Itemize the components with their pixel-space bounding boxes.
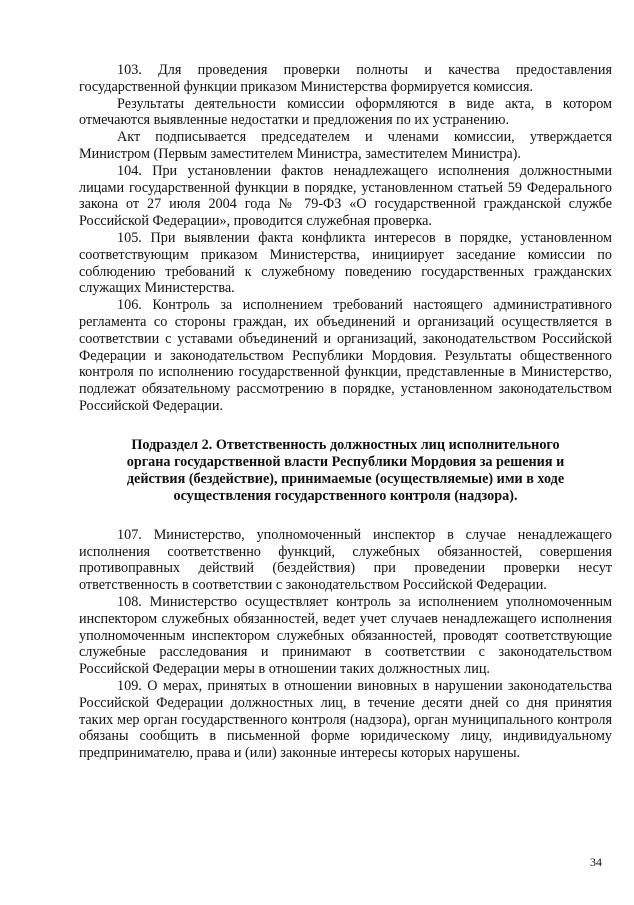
paragraph-104: 104. При установлении фактов ненадлежащего исполнения должностными лицами государственной функции в порядке, установленном статьей 59 Федерального закона от 27 июля 2004 года № 79-ФЗ «О государственной гражданской службе Российской Федерации», проводится служебная проверка. <box>79 162 612 230</box>
section-heading: Подраздел 2. Ответственность должностных лиц исполнительного органа государственной власти Республики Мордовия за решения и действия (бездействие), принимаемые (осуществляемые) ими в ходе осуществления государственного контроля (надзора). <box>126 436 565 504</box>
document-page <box>79 62 612 762</box>
paragraph-108: 108. Министерство осуществляет контроль за исполнением уполномоченным инспектором служебных обязанностей, ведет учет случаев ненадлежащего исполнения уполномоченным инспектором служебных обязанностей, проводят соответствующие служебные расследования и принимают в соответствии с законодательством Российской Федерации меры в отношении таких должностных лиц. <box>79 593 612 678</box>
page-number: 34 <box>590 855 602 869</box>
paragraph-103: 103. Для проведения проверки полноты и качества предоставления государственной функции приказом Министерства формируется комиссия. <box>79 62 612 95</box>
paragraph-109: 109. О мерах, принятых в отношении виновных в нарушении законодательства Российской Федерации должностных лиц, в течение десяти дней со дня принятия таких мер орган государственного контроля (надзора), орган муниципального контроля обязаны сообщить в письменной форме юридическому лицу, индивидуальному предпринимателю, права и (или) законные интересы которых нарушены. <box>79 677 612 762</box>
paragraph-act-signing: Акт подписывается председателем и членами комиссии, утверждается Министром (Первым заместителем Министра, заместителем Министра). <box>79 129 612 162</box>
paragraph-commission-results: Результаты деятельности комиссии оформляются в виде акта, в котором отмечаются выявленные недостатки и предложения по их устранению. <box>79 95 612 129</box>
paragraph-105: 105. При выявлении факта конфликта интересов в порядке, установленном соответствующим приказом Министерства, инициирует заседание комиссии по соблюдению требований к служебному поведению государственных гражданских служащих Министерства. <box>79 229 612 297</box>
paragraph-106: 106. Контроль за исполнением требований настоящего административного регламента со стороны граждан, их объединений и организаций осуществляется в соответствии с уставами объединений и организаций, законодательством Российской Федерации и законодательством Республики Мордовия. Результаты общественного контроля по исполнению государственной функции, представленные в Министерство, подлежат обязательному рассмотрению в порядке, установленном законодательством Российской Федерации. <box>79 297 612 414</box>
paragraph-107: 107. Министерство, уполномоченный инспектор в случае ненадлежащего исполнения соответственно функций, служебных обязанностей, совершения противоправных действий (бездействия) при проведении проверки несут ответственность в соответствии с законодательством Российской Федерации. <box>79 526 612 594</box>
